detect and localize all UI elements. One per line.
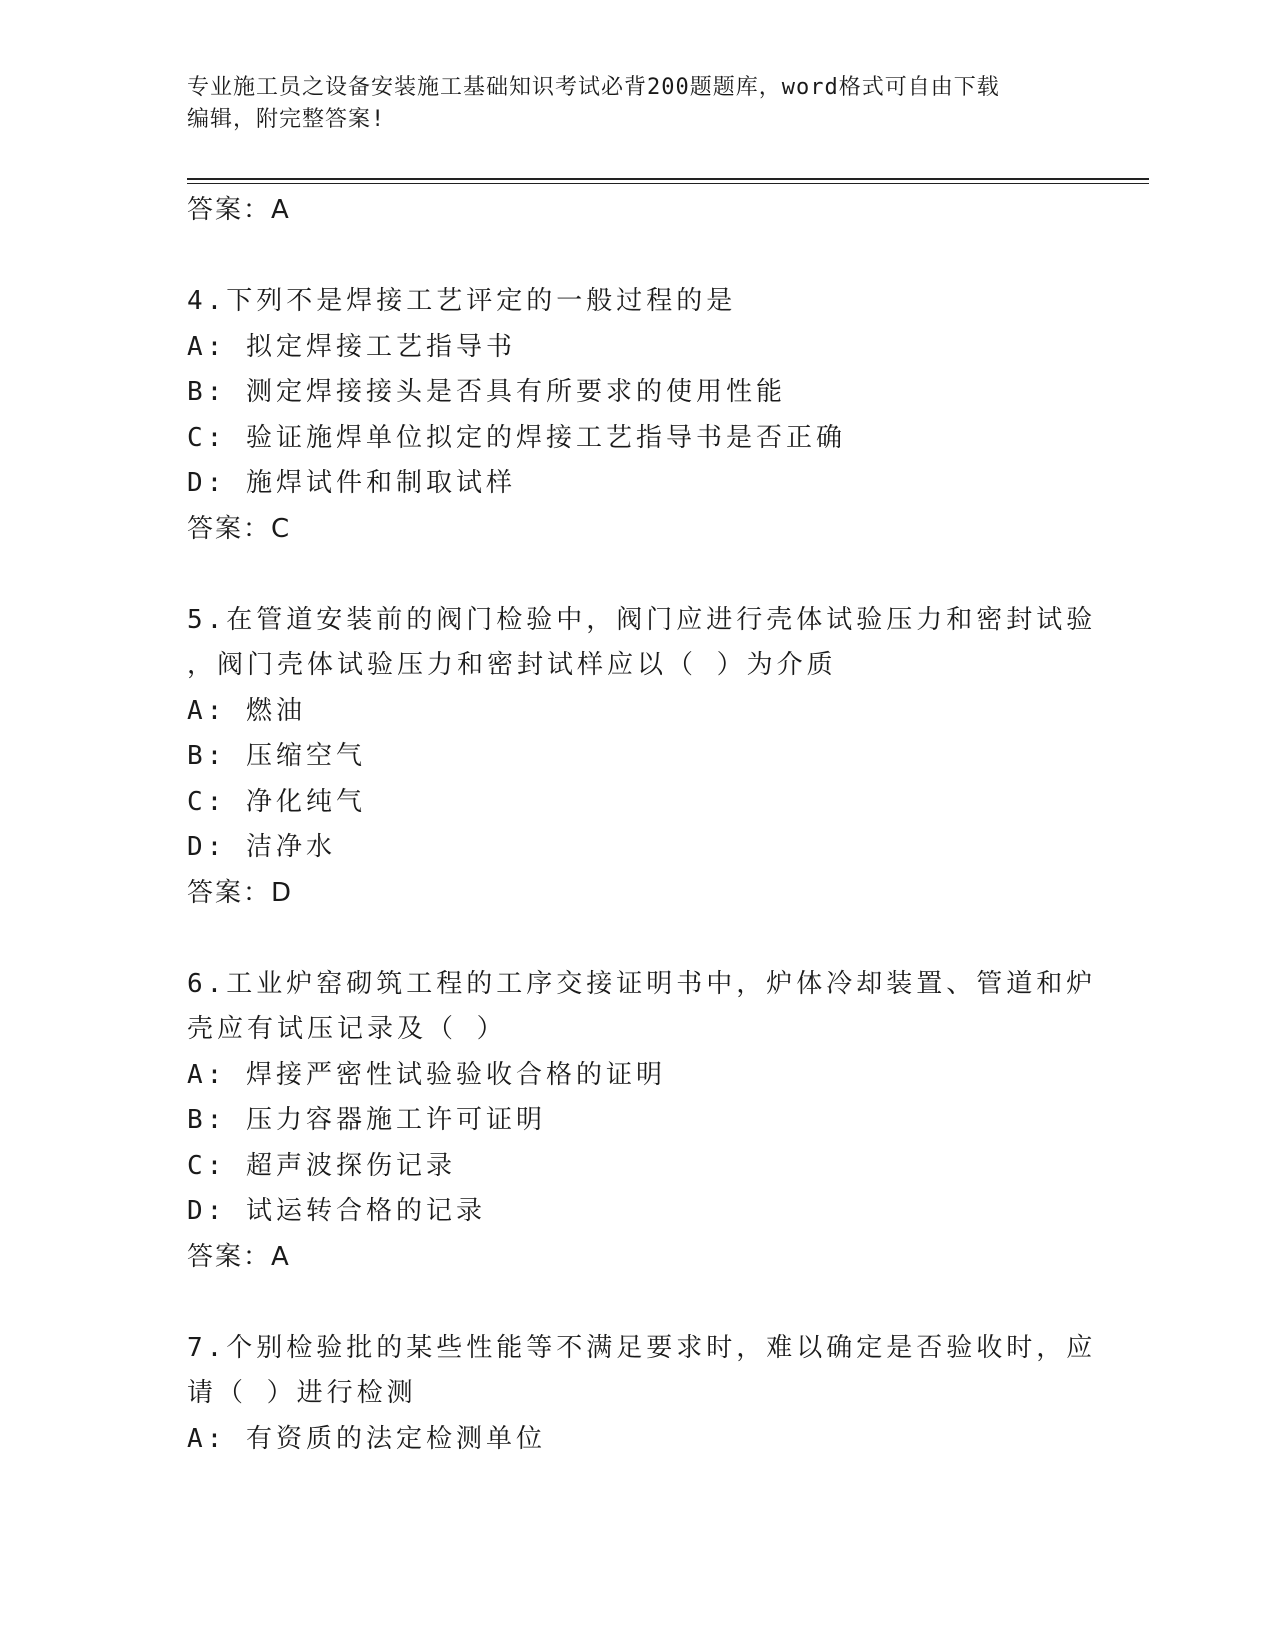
header-line-2: 编辑，附完整答案!: [187, 107, 386, 132]
option-b: B: 压缩空气: [187, 741, 366, 771]
spacer: [187, 916, 1067, 962]
answer: 答案：C: [187, 513, 292, 544]
question-6: [187, 962, 1097, 1281]
answer-previous: 答案：A: [187, 195, 291, 225]
question-text-line-2: 壳应有试压记录及（ ）: [187, 1014, 507, 1044]
option-c: C: 净化纯气: [187, 786, 366, 817]
spacer: [187, 552, 1067, 598]
option-c: C: 验证施焊单位拟定的焊接工艺指导书是否正确: [187, 422, 846, 453]
header-rule-thick: [187, 178, 1149, 180]
option-b: B: 压力容器施工许可证明: [187, 1105, 546, 1135]
question-4: [187, 279, 1067, 552]
option-d: D: 洁净水: [187, 832, 336, 862]
option-d: D: 施焊试件和制取试样: [187, 468, 516, 498]
question-list: [187, 188, 1097, 1462]
header-line-1: 专业施工员之设备安装施工基础知识考试必背200题题库，word格式可自由下载: [187, 75, 1000, 100]
option-c: C: 超声波探伤记录: [187, 1150, 456, 1181]
header-rule-thin: [187, 183, 1149, 184]
option-a: A: 燃油: [187, 695, 306, 726]
spacer: [187, 1280, 1067, 1326]
option-a: A: 焊接严密性试验验收合格的证明: [187, 1059, 666, 1090]
option-a: A: 拟定焊接工艺指导书: [187, 331, 516, 362]
option-b: B: 测定焊接接头是否具有所要求的使用性能: [187, 377, 786, 407]
spacer: [187, 234, 1067, 280]
answer: 答案：A: [187, 1241, 291, 1272]
question-text-line-1: 5.在管道安装前的阀门检验中，阀门应进行壳体试验压力和密封试验: [187, 604, 1097, 635]
question-5: [187, 598, 1097, 917]
option-a: A: 有资质的法定检测单位: [187, 1423, 546, 1454]
document-header: [187, 72, 1067, 136]
option-d: D: 试运转合格的记录: [187, 1196, 486, 1226]
question-text-line-1: 6.工业炉窑砌筑工程的工序交接证明书中，炉体冷却装置、管道和炉: [187, 968, 1097, 999]
answer: 答案：D: [187, 877, 294, 908]
question-text-line-1: 7.个别检验批的某些性能等不满足要求时，难以确定是否验收时，应: [187, 1332, 1097, 1363]
question-7: [187, 1326, 1097, 1463]
question-text-line-2: ，阀门壳体试验压力和密封试样应以（ ）为介质: [187, 650, 837, 680]
question-text: 4.下列不是焊接工艺评定的一般过程的是: [187, 286, 737, 316]
question-text-line-2: 请（ ）进行检测: [187, 1378, 417, 1408]
